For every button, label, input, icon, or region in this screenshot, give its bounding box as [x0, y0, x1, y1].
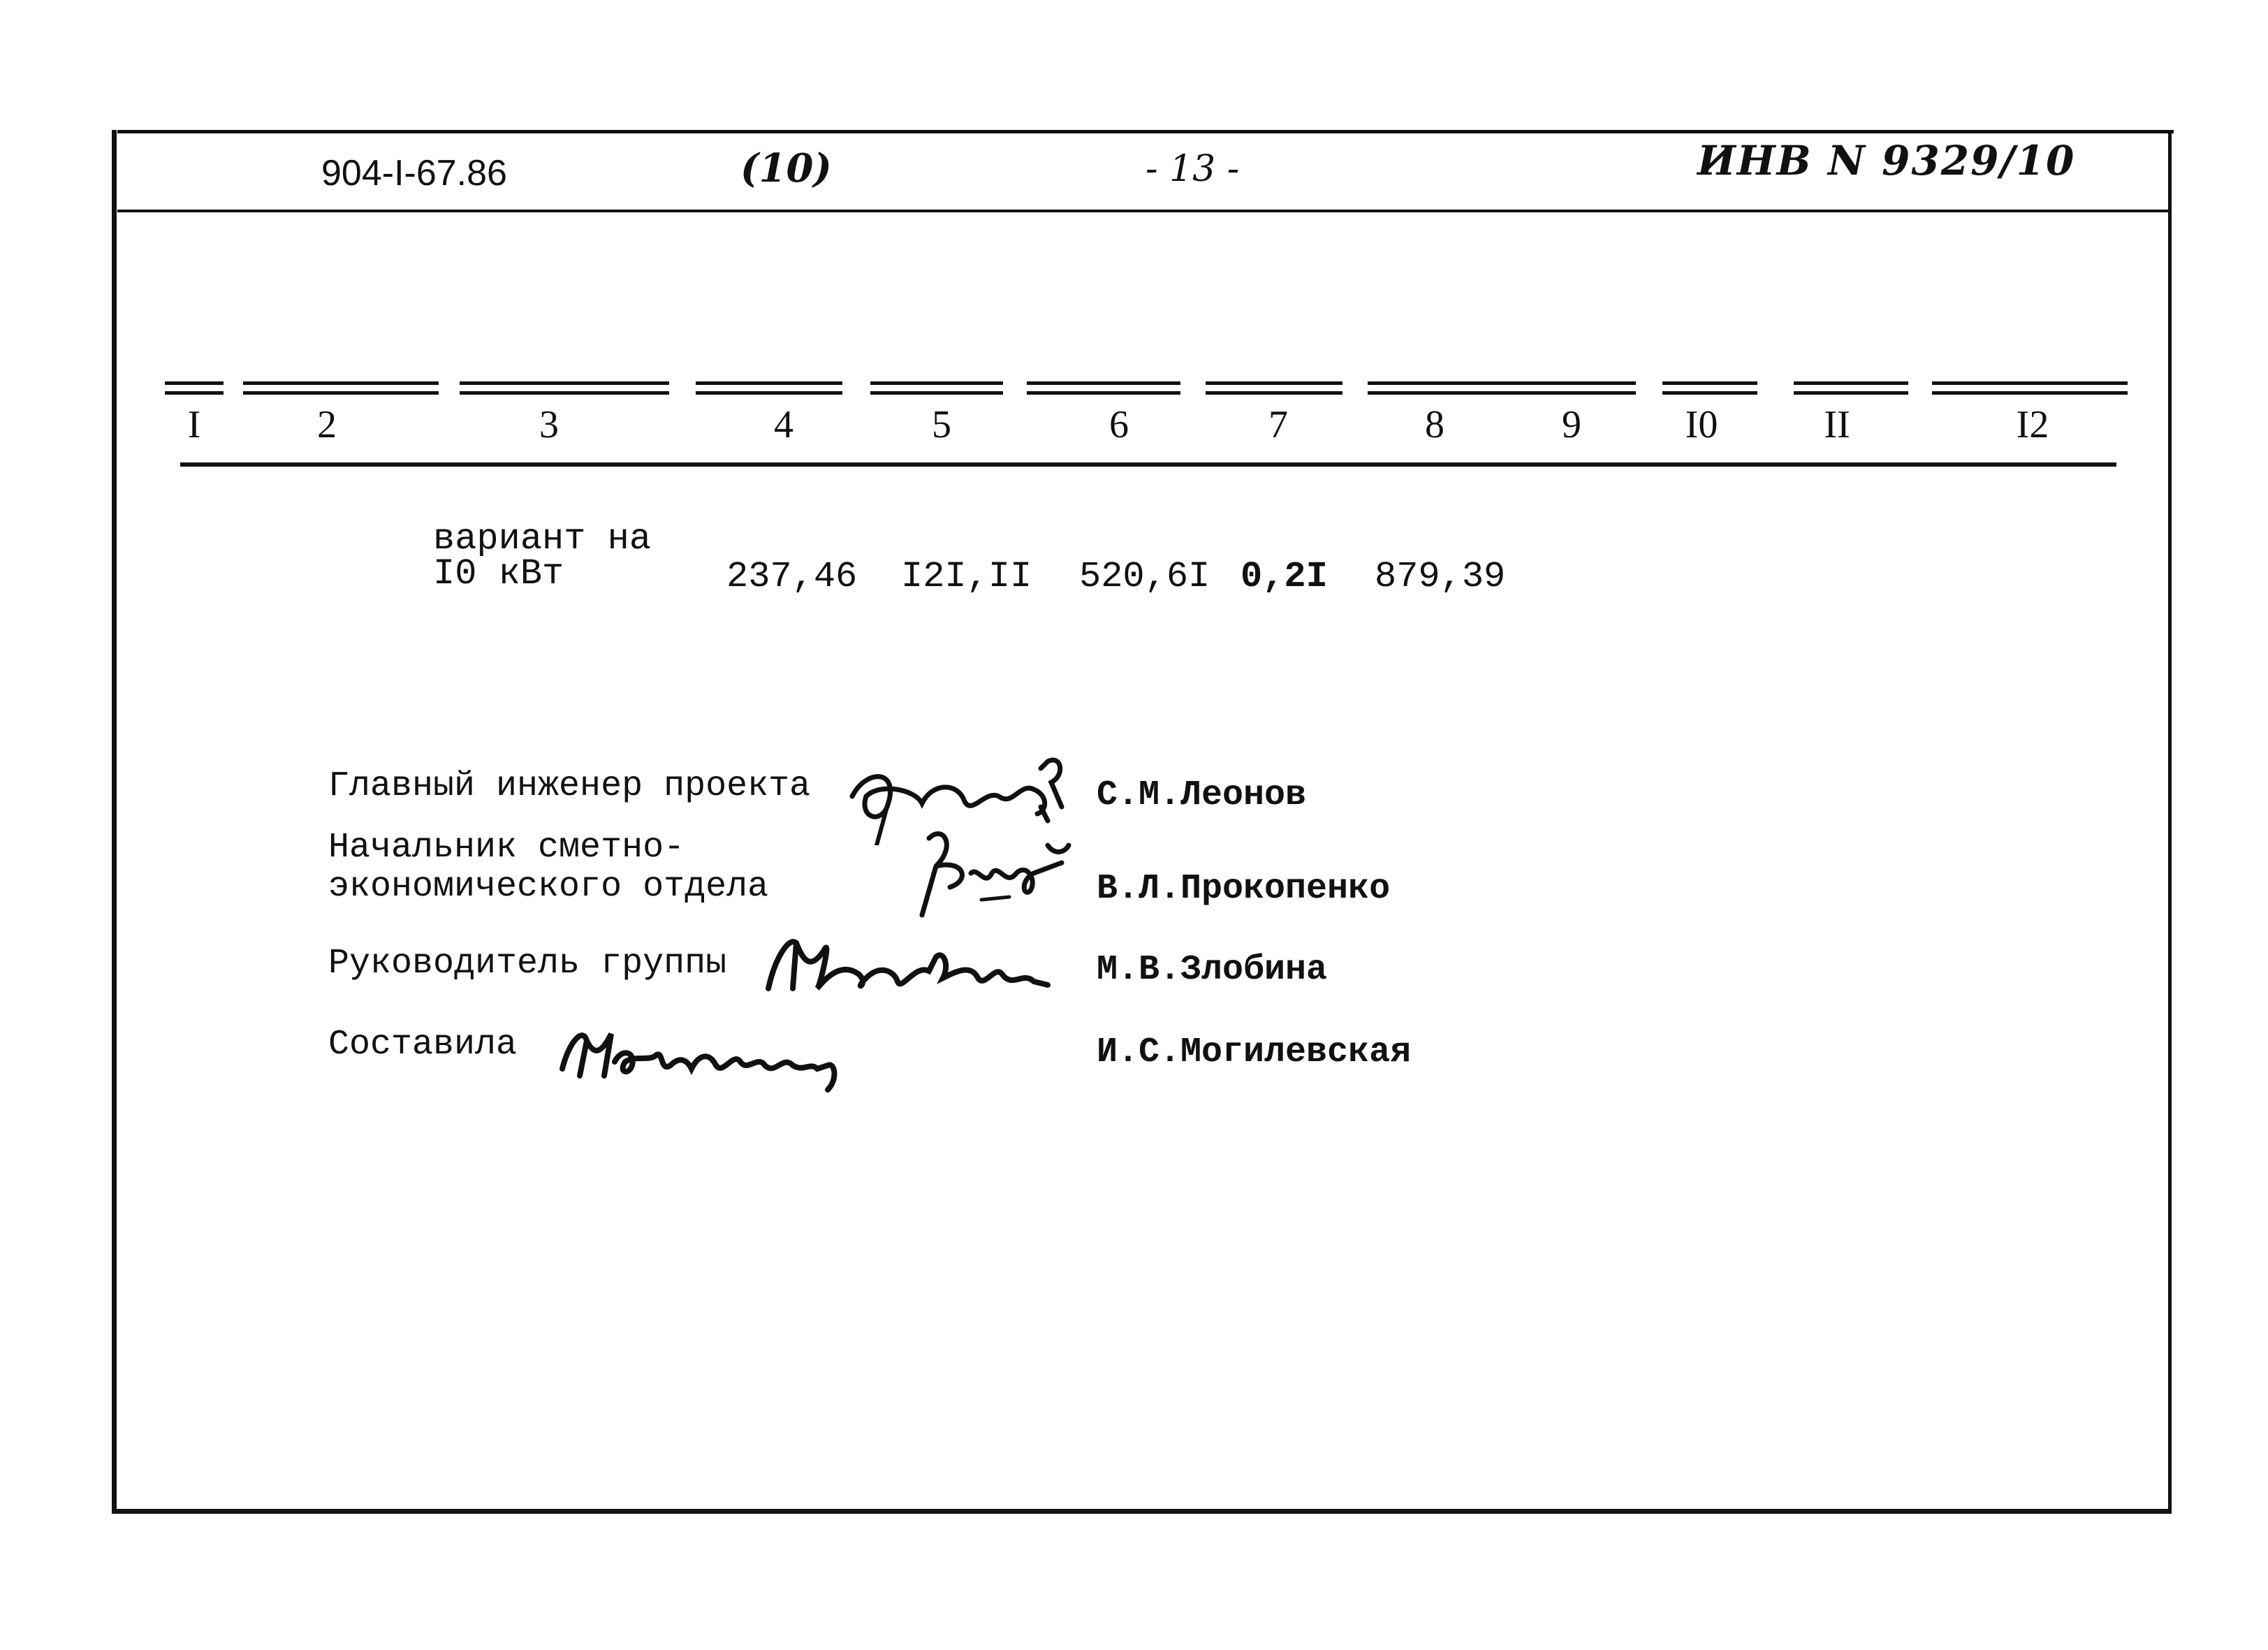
- inventory-number: ИНВ N 9329/10: [1697, 137, 2076, 184]
- header-divider: [117, 210, 2168, 212]
- column-number-6: 6: [1109, 403, 1129, 446]
- column-header-rule: [180, 462, 2116, 467]
- cell-col-7: 0,2I: [1241, 556, 1328, 597]
- column-header-dashes: [165, 381, 2128, 402]
- sheet-number: (10): [740, 145, 832, 191]
- handwritten-signature-prokopenko: [887, 824, 1083, 922]
- frame-left-border: [112, 130, 117, 1513]
- document-code: 904-I-67.86: [321, 153, 507, 194]
- column-number-8: 8: [1425, 403, 1444, 446]
- signature-name-group-leader: М.В.Злобина: [1097, 950, 1328, 990]
- signature-name-department-head: В.Л.Прокопенко: [1097, 869, 1391, 909]
- column-number-7: 7: [1268, 403, 1288, 446]
- row-name-line-2: I0 кВт: [433, 553, 564, 594]
- column-number-10: I0: [1685, 403, 1718, 446]
- cell-col-5: I2I,II: [901, 556, 1032, 597]
- cell-col-8: 879,39: [1375, 556, 1506, 597]
- signature-name-compiled-by: И.С.Могилевская: [1097, 1032, 1412, 1072]
- column-number-11: II: [1824, 403, 1850, 446]
- page-number: - 13 -: [1146, 148, 1240, 190]
- frame-top-border: [117, 130, 2174, 133]
- handwritten-signature-zlobina: [754, 922, 1055, 1006]
- frame-right-border: [2168, 130, 2172, 1513]
- handwritten-signature-mogilevskaya: [552, 1013, 852, 1097]
- signature-name-chief-engineer: С.М.Леонов: [1097, 775, 1307, 815]
- column-number-2: 2: [317, 403, 337, 446]
- column-number-3: 3: [539, 403, 559, 446]
- signature-role-compiled-by: Составила: [328, 1025, 518, 1065]
- column-number-4: 4: [774, 403, 793, 446]
- row-name-line-1: вариант на: [433, 518, 652, 560]
- column-number-5: 5: [932, 403, 951, 446]
- signature-role-chief-engineer: Главный инженер проекта: [328, 766, 811, 806]
- frame-bottom-border: [112, 1509, 2172, 1514]
- cell-col-4: 237,46: [726, 556, 858, 597]
- signature-role-group-leader: Руководитель группы: [328, 944, 727, 984]
- cell-col-6: 520,6I: [1079, 556, 1210, 597]
- signature-role-department-head: Начальник сметно- экономического отдела: [328, 828, 769, 907]
- column-number-1: I: [187, 403, 201, 446]
- column-number-12: I2: [2016, 403, 2049, 446]
- column-number-9: 9: [1562, 403, 1581, 446]
